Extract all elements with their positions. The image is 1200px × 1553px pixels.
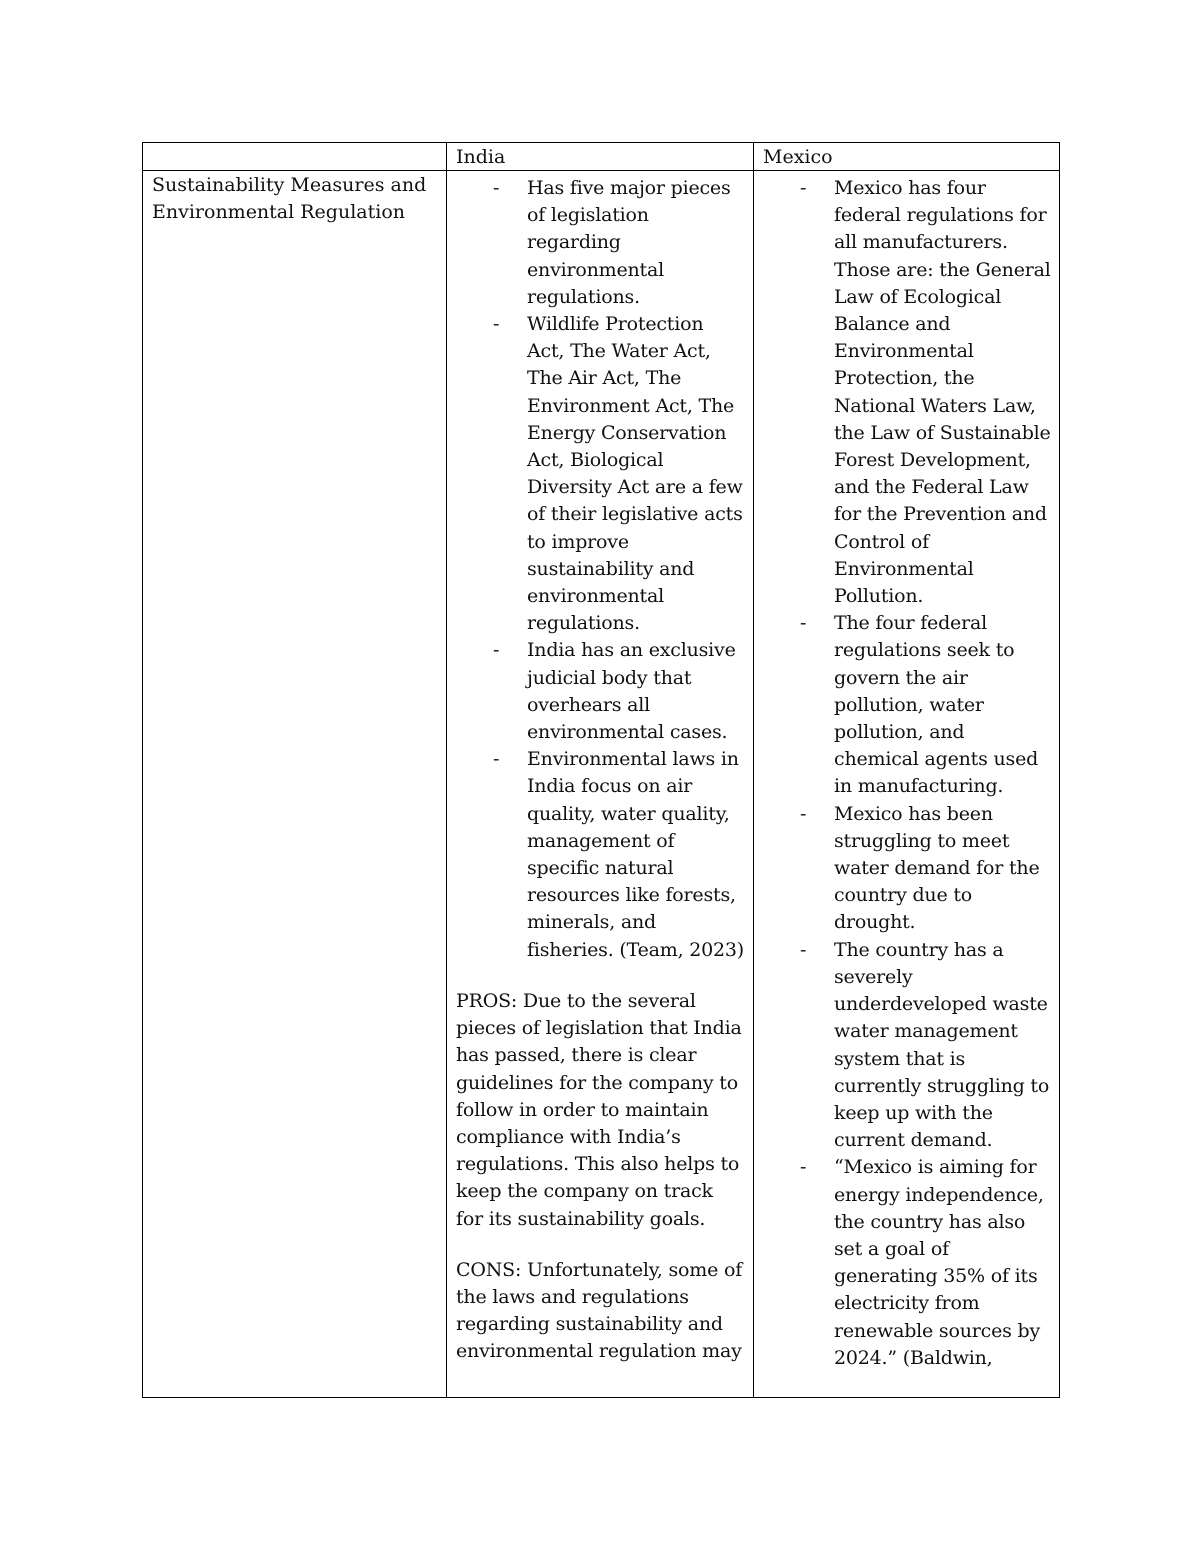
comparison-table <box>142 142 1060 1398</box>
list-item: - Has five major pieces of legislation regarding environmental regulations. <box>493 177 731 308</box>
dash-bullet: - <box>493 313 500 336</box>
india-cell <box>447 171 754 1398</box>
list-item: - Mexico has four federal regulations for all manufacturers. Those are: the General Law of Ecological Balance and Environmental Protection, the National Waters Law, the Law of Sustainable Forest Development, and the Federal Law for the Prevention and Control of Environmental Pollution. <box>800 177 1051 608</box>
india-pros: PROS: Due to the several pieces of legislation that India has passed, there is clear guidelines for the company to follow in order to maintain compliance with India’s regulations. This also helps to keep the company on track for its sustainability goals. <box>456 989 742 1230</box>
list-item: - India has an exclusive judicial body that overhears all environmental cases. <box>493 639 736 744</box>
list-item: - The country has a severely underdeveloped waste water management system that is currently struggling to keep up with the current demand. <box>800 938 1050 1152</box>
dash-bullet: - <box>800 1156 807 1179</box>
table-row <box>143 171 1060 1398</box>
india-cons: CONS: Unfortunately, some of the laws and regulations regarding sustainability and environmental regulation may <box>456 1258 743 1363</box>
dash-bullet: - <box>800 612 807 635</box>
dash-bullet: - <box>493 639 500 662</box>
row-label: Sustainability Measures and Environmental Regulation <box>152 174 427 223</box>
list-item: - The four federal regulations seek to govern the air pollution, water pollution, and chemical agents used in manufacturing. <box>800 612 1039 798</box>
india-bullet-list <box>456 175 745 964</box>
dash-bullet: - <box>800 938 807 961</box>
header-row <box>143 143 1060 171</box>
dash-bullet: - <box>493 748 500 771</box>
dash-bullet: - <box>800 802 807 825</box>
list-item: - Wildlife Protection Act, The Water Act, The Air Act, The Environment Act, The Energy Conservation Act, Biological Diversity Act are a few of their legislative acts to improve sustainability and environmental regulations. <box>493 313 743 635</box>
header-cell-empty <box>143 143 447 171</box>
header-cell-mexico: Mexico <box>754 143 1060 171</box>
mexico-bullet-list <box>763 175 1051 1372</box>
dash-bullet: - <box>493 177 500 199</box>
list-item: - Mexico has been struggling to meet water demand for the country due to drought. <box>800 802 1040 934</box>
dash-bullet: - <box>800 177 807 199</box>
row-label-cell <box>143 171 447 1398</box>
mexico-cell <box>754 171 1060 1398</box>
list-item: - “Mexico is aiming for energy independence, the country has also set a goal of generating 35% of its electricity from renewable sources by 2024.” (Baldwin, <box>800 1156 1044 1369</box>
header-cell-india: India <box>447 143 754 171</box>
list-item: - Environmental laws in India focus on air quality, water quality, management of specific natural resources like forests, minerals, and fisheries. (Team, 2023) <box>493 748 745 961</box>
